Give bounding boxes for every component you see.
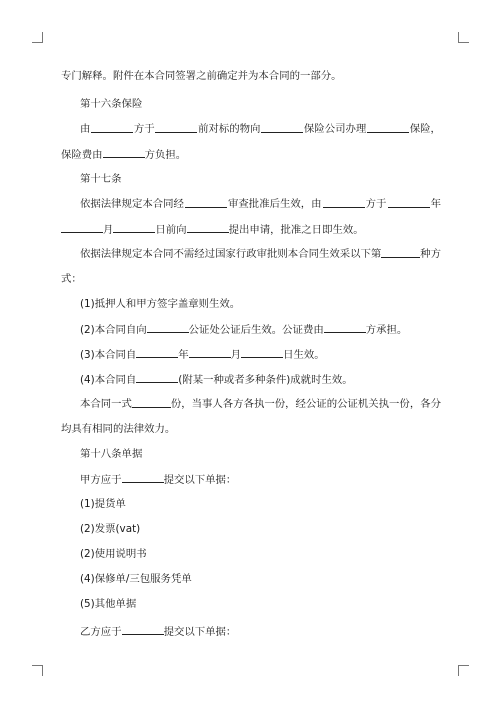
text: 种方 <box>420 248 441 260</box>
text: (附某一种或者多种条件)成就时生效。 <box>178 374 353 386</box>
fill-blank[interactable] <box>122 472 164 483</box>
no-approval-clause-line-1 <box>80 247 441 261</box>
text: 甲方应于 <box>80 474 122 486</box>
option-4 <box>80 372 460 387</box>
crop-mark-top-right <box>458 32 469 43</box>
crop-mark-bottom-right <box>458 665 469 676</box>
insurance-clause-line-1 <box>80 122 441 136</box>
article-16-heading: 第十六条保险 <box>80 98 143 110</box>
fill-blank[interactable] <box>241 347 283 358</box>
copies-clause-line-1 <box>80 397 441 411</box>
insurance-clause-line-2 <box>61 147 441 162</box>
approval-clause-line-2 <box>61 222 441 237</box>
paragraph-annex-note: 专门解释。附件在本合同签署之前确定并为本合同的一部分。 <box>61 70 342 82</box>
document-item-4: (4)保修单/三包服务凭单 <box>80 573 192 585</box>
text: 提出申请，批准之日即生效。 <box>228 224 364 236</box>
text: 日生效。 <box>283 349 325 361</box>
fill-blank[interactable] <box>113 222 155 233</box>
text: 份，当事人各方各执一份，经公证的公证机关执一份，各分 <box>170 398 441 410</box>
document-item-2: (2)发票(vat) <box>80 523 141 535</box>
fill-blank[interactable] <box>189 347 231 358</box>
fill-blank[interactable] <box>388 197 430 208</box>
text: 保险公司办理 <box>303 123 367 135</box>
article-18-heading: 第十八条单据 <box>80 448 143 460</box>
option-3 <box>80 347 460 362</box>
fill-blank[interactable] <box>323 197 365 208</box>
fill-blank[interactable] <box>261 122 303 133</box>
fill-blank[interactable] <box>136 372 178 383</box>
text: 方负担。 <box>144 149 187 161</box>
text: 保险， <box>409 123 441 135</box>
article-17-heading: 第十七条 <box>80 173 122 185</box>
crop-mark-bottom-left <box>32 665 43 676</box>
fill-blank[interactable] <box>324 322 366 333</box>
fill-blank[interactable] <box>381 247 420 258</box>
document-item-5: (5)其他单据 <box>80 598 137 610</box>
text: 保险费由 <box>61 149 103 161</box>
text: 审查批准后生效，由 <box>228 198 322 210</box>
text: 方于 <box>365 198 387 210</box>
text: 年 <box>430 198 441 210</box>
text: 方承担。 <box>365 324 408 336</box>
text: 方于 <box>133 123 155 135</box>
text: 乙方应于 <box>80 626 122 638</box>
no-approval-clause-line-2: 式： <box>61 273 82 285</box>
text: 公证处公证后生效。公证费由 <box>188 324 324 336</box>
document-item-3: (2)使用说明书 <box>80 548 147 560</box>
fill-blank[interactable] <box>132 397 171 408</box>
fill-blank[interactable] <box>103 147 145 158</box>
text: (4)本合同自 <box>80 374 137 386</box>
text: (2)本合同自向 <box>80 324 147 336</box>
fill-blank[interactable] <box>155 122 197 133</box>
text: 月 <box>230 349 242 361</box>
fill-blank[interactable] <box>61 222 103 233</box>
text: 由 <box>80 123 91 135</box>
option-2 <box>80 322 460 337</box>
fill-blank[interactable] <box>91 122 133 133</box>
option-1: (1)抵押人和甲方签字盖章则生效。 <box>80 298 241 310</box>
fill-blank[interactable] <box>147 322 189 333</box>
text: 月 <box>103 224 114 236</box>
text: 前对标的物向 <box>198 123 261 135</box>
party-b-documents <box>80 624 460 639</box>
text: (3)本合同自 <box>80 349 137 361</box>
approval-clause-line-1 <box>80 197 441 211</box>
text: 提交以下单据： <box>163 474 237 486</box>
copies-clause-line-2: 均具有相同的法律效力。 <box>61 423 176 435</box>
text: 提交以下单据： <box>163 626 237 638</box>
crop-mark-top-left <box>32 32 43 43</box>
fill-blank[interactable] <box>367 122 409 133</box>
fill-blank[interactable] <box>136 347 178 358</box>
fill-blank[interactable] <box>187 222 229 233</box>
text: 日前向 <box>155 224 187 236</box>
text: 年 <box>178 349 189 361</box>
fill-blank[interactable] <box>122 624 164 635</box>
document-item-1: (1)提货单 <box>80 498 126 510</box>
text: 依据法律规定本合同不需经过国家行政审批则本合同生效采以下第 <box>80 248 382 260</box>
text: 本合同一式 <box>80 398 132 410</box>
party-a-documents <box>80 472 460 487</box>
fill-blank[interactable] <box>185 197 227 208</box>
text: 依据法律规定本合同经 <box>80 198 184 210</box>
